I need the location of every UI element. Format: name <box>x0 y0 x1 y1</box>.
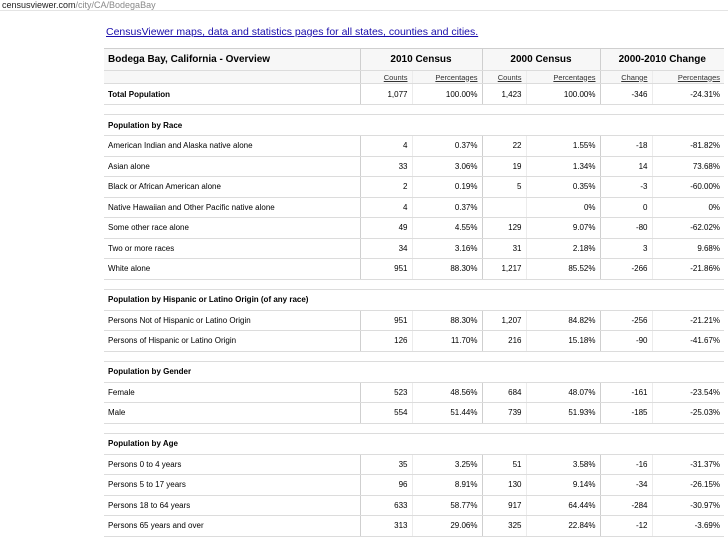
cell-value: 917 <box>482 495 526 516</box>
table-row <box>104 156 724 177</box>
cell-value: -81.82% <box>652 136 724 157</box>
cell-value: 1.55% <box>526 136 600 157</box>
row-label: Female <box>104 382 360 403</box>
table-row <box>104 197 724 218</box>
cell-value: 14 <box>600 156 652 177</box>
table-title: Bodega Bay, California - Overview <box>104 49 360 71</box>
section-heading-row <box>104 433 724 454</box>
cell-value: -60.00% <box>652 177 724 198</box>
cell-value: 9.68% <box>652 238 724 259</box>
table-row <box>104 516 724 537</box>
cell-value: 3.58% <box>526 454 600 475</box>
cell-value: -12 <box>600 516 652 537</box>
cell-value: 11.70% <box>412 331 482 352</box>
cell-value <box>482 197 526 218</box>
row-label: Persons 65 years and over <box>104 516 360 537</box>
cell-value: -62.02% <box>652 218 724 239</box>
cell-value: 1.34% <box>526 156 600 177</box>
censusviewer-link[interactable]: CensusViewer maps, data and statistics pages for all states, counties and cities. <box>106 26 479 38</box>
cell-value: 951 <box>360 259 412 280</box>
cell-value: 0 <box>600 197 652 218</box>
row-label: Persons of Hispanic or Latino Origin <box>104 331 360 352</box>
row-label: Persons 5 to 17 years <box>104 475 360 496</box>
url-path: /city/CA/BodegaBay <box>75 0 156 10</box>
section-heading-row <box>104 115 724 136</box>
section-heading-row <box>104 361 724 382</box>
cell-value: -80 <box>600 218 652 239</box>
subheader-change[interactable]: Change <box>600 71 652 84</box>
table-row <box>104 495 724 516</box>
cell-value: -266 <box>600 259 652 280</box>
cell-value: 88.30% <box>412 310 482 331</box>
subheader-2010-counts[interactable]: Counts <box>360 71 412 84</box>
cell-value: -21.86% <box>652 259 724 280</box>
cell-value: 22.84% <box>526 516 600 537</box>
row-label: Native Hawaiian and Other Pacific native alone <box>104 197 360 218</box>
cell-value: 2 <box>360 177 412 198</box>
cell-value: 0% <box>652 197 724 218</box>
row-label: Asian alone <box>104 156 360 177</box>
table-row <box>104 310 724 331</box>
cell-value: -185 <box>600 403 652 424</box>
table-row <box>104 136 724 157</box>
table-header-row <box>104 49 724 71</box>
cell-value: 8.91% <box>412 475 482 496</box>
table-row <box>104 475 724 496</box>
cell-value: 33 <box>360 156 412 177</box>
table-row <box>104 218 724 239</box>
cell-value: 4 <box>360 136 412 157</box>
table-row <box>104 382 724 403</box>
section-spacer <box>104 351 724 361</box>
cell-value: -25.03% <box>652 403 724 424</box>
cell-value: -90 <box>600 331 652 352</box>
table-row <box>104 238 724 259</box>
total-value: -346 <box>600 84 652 105</box>
cell-value: -30.97% <box>652 495 724 516</box>
cell-value: 633 <box>360 495 412 516</box>
total-value: 100.00% <box>526 84 600 105</box>
total-population-row <box>104 84 724 105</box>
group-2000-census: 2000 Census <box>482 49 600 71</box>
cell-value: 9.14% <box>526 475 600 496</box>
section-spacer <box>104 105 724 115</box>
cell-value: -256 <box>600 310 652 331</box>
row-label: Black or African American alone <box>104 177 360 198</box>
section-spacer <box>104 279 724 289</box>
cell-value: 739 <box>482 403 526 424</box>
total-value: 1,423 <box>482 84 526 105</box>
cell-value: 4.55% <box>412 218 482 239</box>
cell-value: 34 <box>360 238 412 259</box>
cell-value: 951 <box>360 310 412 331</box>
cell-value: 0.35% <box>526 177 600 198</box>
cell-value: 29.06% <box>412 516 482 537</box>
cell-value: 684 <box>482 382 526 403</box>
cell-value: 35 <box>360 454 412 475</box>
table-row <box>104 331 724 352</box>
cell-value: 0.37% <box>412 136 482 157</box>
cell-value: -161 <box>600 382 652 403</box>
overview-table <box>104 48 724 537</box>
cell-value: 1,207 <box>482 310 526 331</box>
cell-value: 22 <box>482 136 526 157</box>
subheader-2000-percentages[interactable]: Percentages <box>526 71 600 84</box>
cell-value: 3.25% <box>412 454 482 475</box>
cell-value: 51.93% <box>526 403 600 424</box>
row-label: American Indian and Alaska native alone <box>104 136 360 157</box>
cell-value: 73.68% <box>652 156 724 177</box>
cell-value: 49 <box>360 218 412 239</box>
cell-value: -34 <box>600 475 652 496</box>
cell-value: 96 <box>360 475 412 496</box>
cell-value: -23.54% <box>652 382 724 403</box>
cell-value: 64.44% <box>526 495 600 516</box>
group-2010-census: 2010 Census <box>360 49 482 71</box>
cell-value: 0.19% <box>412 177 482 198</box>
section-heading: Population by Race <box>104 115 724 136</box>
group-change: 2000-2010 Change <box>600 49 724 71</box>
row-label: Some other race alone <box>104 218 360 239</box>
cell-value: 19 <box>482 156 526 177</box>
cell-value: 9.07% <box>526 218 600 239</box>
section-heading: Population by Gender <box>104 361 724 382</box>
cell-value: 0.37% <box>412 197 482 218</box>
cell-value: -21.21% <box>652 310 724 331</box>
section-heading: Population by Age <box>104 433 724 454</box>
section-heading: Population by Hispanic or Latino Origin (of any race) <box>104 289 724 310</box>
cell-value: 31 <box>482 238 526 259</box>
cell-value: 130 <box>482 475 526 496</box>
table-row <box>104 403 724 424</box>
subheader-2010-percentages[interactable]: Percentages <box>412 71 482 84</box>
cell-value: 5 <box>482 177 526 198</box>
subheader-change-percentages[interactable]: Percentages <box>652 71 724 84</box>
table-row <box>104 259 724 280</box>
section-spacer <box>104 423 724 433</box>
cell-value: -284 <box>600 495 652 516</box>
cell-value: -16 <box>600 454 652 475</box>
cell-value: 84.82% <box>526 310 600 331</box>
cell-value: 3.16% <box>412 238 482 259</box>
total-label: Total Population <box>104 84 360 105</box>
cell-value: 51 <box>482 454 526 475</box>
table-subheader-row <box>104 71 724 84</box>
cell-value: -3 <box>600 177 652 198</box>
cell-value: 3.06% <box>412 156 482 177</box>
subheader-2000-counts[interactable]: Counts <box>482 71 526 84</box>
cell-value: 15.18% <box>526 331 600 352</box>
cell-value: 313 <box>360 516 412 537</box>
cell-value: 1,217 <box>482 259 526 280</box>
cell-value: 51.44% <box>412 403 482 424</box>
row-label: Persons Not of Hispanic or Latino Origin <box>104 310 360 331</box>
cell-value: 2.18% <box>526 238 600 259</box>
cell-value: 58.77% <box>412 495 482 516</box>
cell-value: -3.69% <box>652 516 724 537</box>
row-label: Persons 0 to 4 years <box>104 454 360 475</box>
row-label: Two or more races <box>104 238 360 259</box>
cell-value: 48.07% <box>526 382 600 403</box>
cell-value: -41.67% <box>652 331 724 352</box>
cell-value: 4 <box>360 197 412 218</box>
cell-value: -26.15% <box>652 475 724 496</box>
total-value: 100.00% <box>412 84 482 105</box>
cell-value: 85.52% <box>526 259 600 280</box>
cell-value: -31.37% <box>652 454 724 475</box>
cell-value: 129 <box>482 218 526 239</box>
cell-value: 325 <box>482 516 526 537</box>
address-bar[interactable] <box>0 0 728 11</box>
cell-value: 0% <box>526 197 600 218</box>
cell-value: -18 <box>600 136 652 157</box>
cell-value: 523 <box>360 382 412 403</box>
row-label: Male <box>104 403 360 424</box>
cell-value: 3 <box>600 238 652 259</box>
cell-value: 554 <box>360 403 412 424</box>
cell-value: 216 <box>482 331 526 352</box>
total-value: -24.31% <box>652 84 724 105</box>
cell-value: 48.56% <box>412 382 482 403</box>
table-row <box>104 177 724 198</box>
url-domain: censusviewer.com <box>2 0 76 10</box>
row-label: Persons 18 to 64 years <box>104 495 360 516</box>
total-value: 1,077 <box>360 84 412 105</box>
section-heading-row <box>104 289 724 310</box>
cell-value: 88.30% <box>412 259 482 280</box>
table-row <box>104 454 724 475</box>
cell-value: 126 <box>360 331 412 352</box>
row-label: White alone <box>104 259 360 280</box>
